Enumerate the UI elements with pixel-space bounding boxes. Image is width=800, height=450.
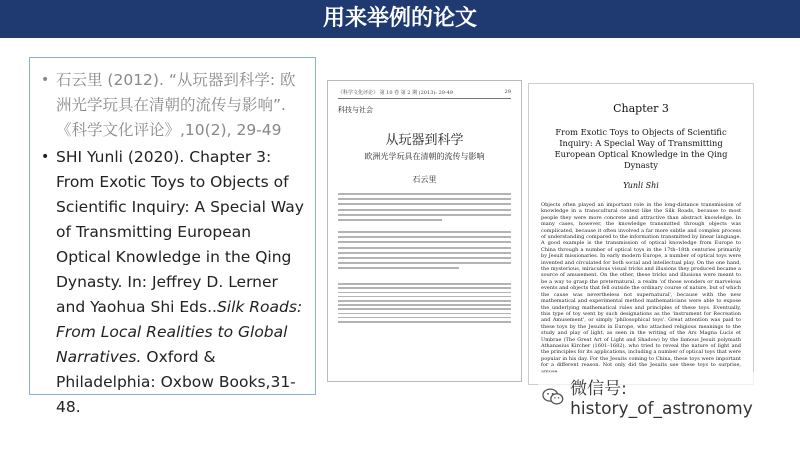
wechat-id [538,372,800,421]
paper-author: 石云里 [412,175,437,184]
paper-scan-english [528,83,754,385]
reference-publisher: Oxford & Philadelphia: Oxbow Books,31-48. [56,348,296,416]
chapter-author: Yunli Shi [623,181,659,190]
paper-footnotes [338,283,511,322]
reference-text: SHI Yunli (2020). Chapter 3: From Exotic Toys to Objects of Scientific Inquiry: A Special Way of Transmitting European Optical Knowledge in the Qing Dynasty. In: Jeffrey D. Lerner and Yaohua Shi Eds.. [56,148,304,316]
paper-section: 科技与社会 [338,106,373,114]
paper-header [338,89,511,99]
slide-title: 用来举例的论文 [0,0,800,38]
paper-title: 从玩器到科学 [385,133,464,148]
reference-list-panel [29,57,316,416]
chapter-heading: Chapter 3 [613,102,669,115]
paper-header-journal: 《科学文化评论》 第 10 卷 第 2 期 (2013): 29-49 [338,90,453,96]
paper-header-page: 29 [504,89,511,95]
chapter-title: From Exotic Toys to Objects of Scientific Inquiry: A Special Way of Transmitting European Optical Knowledge in the Qing Dynasty [554,127,728,170]
reference-book-title: Silk Roads: From Local Realities to Global Narratives. [56,298,303,366]
paper-subtitle: 欧洲光学玩具在清朝的流传与影响 [364,152,485,161]
reference-item-english [56,145,307,420]
chapter-body-text: Objects often played an important role in the long-distance transmission of knowledge in a transcultural context like the Silk Roads, because to most people they were more concrete and attractive than abstract knowledge. In many cases, however, the knowledge transmitted through objects was complicated, because it often involved a far more subtle and complex process of understanding compared to the information transmitted by linear language. A good example is the transmission of optical knowledge from Europe to China through a number of optical toys in the 17th–18th centuries primarily by Jesuit missionaries. In early modern Europe, a number of optical toys were invented and circulated for both social and intellectual play. On the one hand, the mysterious, miraculous visual tricks and illusions they produced became a source of amusement. On the other, these tricks and illusions were meant to be a way to grasp the preternatural, a realm 'of those wonders or marvelous events and objects that fell outside the ordinary course of nature, but of which the cause was nevertheless not supernatural', because with the new mathematical and experimental method mathematicians were able to expose the underlying mathematical rules and principles of these toys. Eventually, this type of toy went by such designations as the 'instrument for Recreation and Amusement', or simply 'philosophical toys'. Great attention was paid to these toys by the Jesuits in Europe, who attached religious meanings to the study and play of light, as seen in the writing of the Ars Magna Lucis et Umbrae (The Great Art of Light and Shadow) by the famous Jesuit polymath Athanasius Kircher (1601–1682), who tried to reveal the nature of light and the principles for its applications, including a number of optical toys that were popular in his day. For the Jesuits coming to China, these toys were important for a different reason. Not only did the Jesuits use these toys to surprise, [541,202,741,369]
paper-abstract-text [338,193,511,269]
reference-item-chinese: • 石云里 (2012). “从玩器到科学: 欧洲光学玩具在清朝的流传与影响”.《科学文化评论》,10(2), 29-49 [56,68,307,143]
wechat-label: 微信号: history_of_astronomy [570,379,753,419]
paper-scan-chinese [327,80,522,382]
wechat-icon [542,387,564,407]
